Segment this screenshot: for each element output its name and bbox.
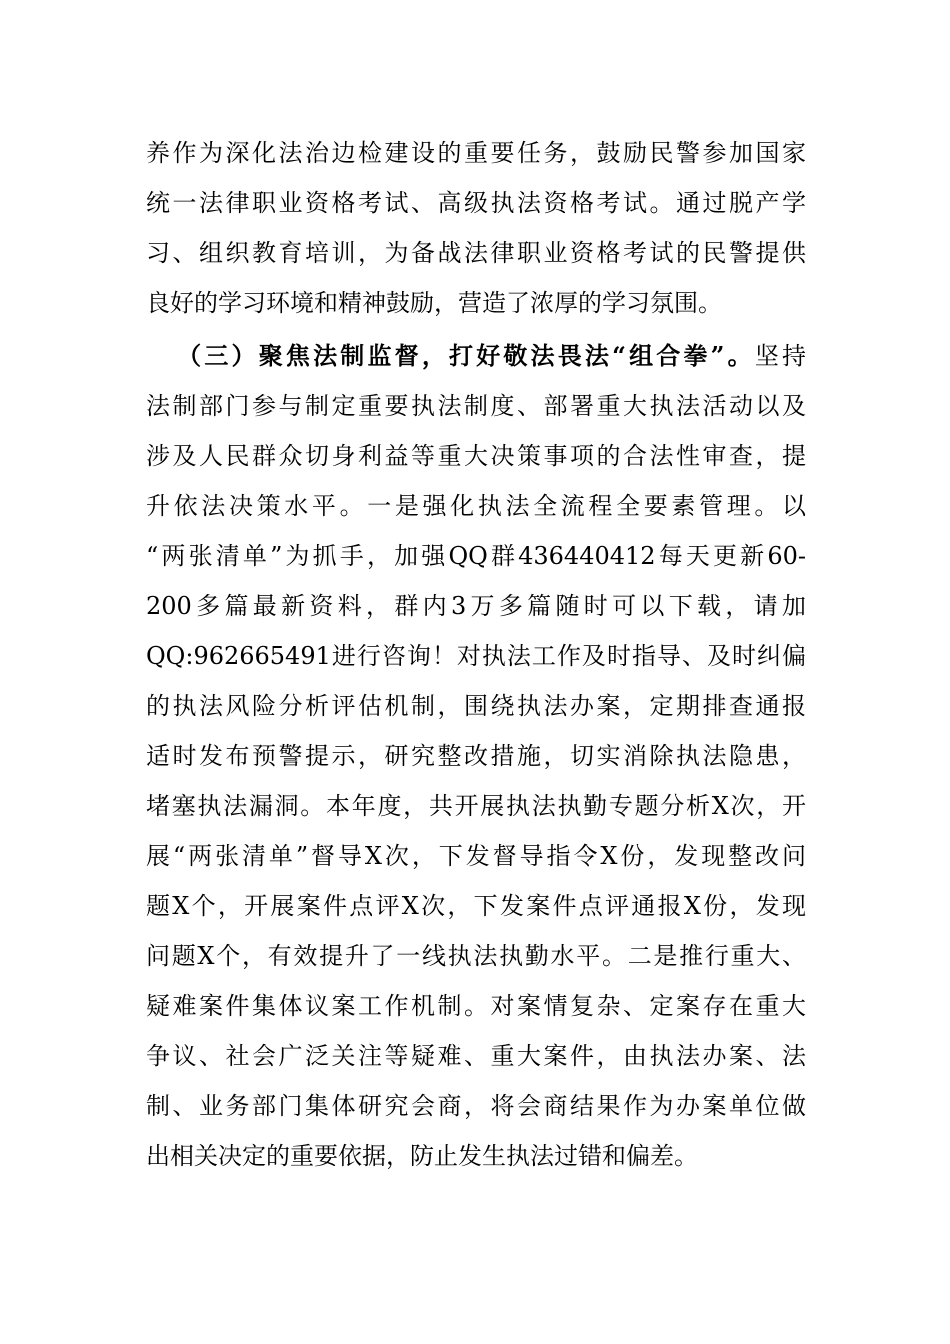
paragraph-line: 出相关决定的重要依据，防止发生执法过错和偏差。: [146, 1142, 698, 1170]
paragraph-line: 习、组织教育培训，为备战法律职业资格考试的民警提供: [146, 239, 806, 267]
paragraph-line: “两张清单”为抓手，加强QQ群436440412每天更新60-: [146, 542, 806, 570]
paragraph-line: 升依法决策水平。一是强化执法全流程全要素管理。以: [146, 492, 806, 520]
paragraph-line: 的执法风险分析评估机制，围绕执法办案，定期排查通报: [146, 692, 806, 720]
paragraph-line: 展“两张清单”督导X次，下发督导指令X份，发现整改问: [146, 842, 806, 870]
paragraph-line: 问题X个，有效提升了一线执法执勤水平。二是推行重大、: [146, 942, 806, 970]
paragraph-line: 200多篇最新资料，群内3万多篇随时可以下载，请加: [146, 592, 806, 620]
paragraph-first-line: [146, 331, 806, 381]
paragraph-line: 统一法律职业资格考试、高级执法资格考试。通过脱产学: [146, 189, 806, 217]
paragraph-text: 坚持: [754, 342, 807, 370]
paragraph-1: [146, 128, 806, 328]
paragraph-line: 良好的学习环境和精神鼓励，营造了浓厚的学习氛围。: [146, 289, 722, 317]
paragraph-line: 涉及人民群众切身利益等重大决策事项的合法性审查，提: [146, 442, 806, 470]
paragraph-line: 养作为深化法治边检建设的重要任务，鼓励民警参加国家: [146, 139, 806, 167]
paragraph-line: 题X个，开展案件点评X次，下发案件点评通报X份，发现: [146, 892, 806, 920]
paragraph-line: 疑难案件集体议案工作机制。对案情复杂、定案存在重大: [146, 992, 806, 1020]
paragraph-2: [146, 331, 806, 1181]
paragraph-line: QQ:962665491进行咨询！对执法工作及时指导、及时纠偏: [146, 642, 806, 670]
section-heading: （三）聚焦法制监督，打好敬法畏法“组合拳”。: [174, 341, 755, 370]
paragraph-line: 法制部门参与制定重要执法制度、部署重大执法活动以及: [146, 392, 806, 420]
paragraph-line: 争议、社会广泛关注等疑难、重大案件，由执法办案、法: [146, 1042, 806, 1070]
paragraph-line: 适时发布预警提示，研究整改措施，切实消除执法隐患，: [146, 742, 806, 770]
paragraph-line: 堵塞执法漏洞。本年度，共开展执法执勤专题分析X次，开: [146, 792, 806, 820]
paragraph-line: 制、业务部门集体研究会商，将会商结果作为办案单位做: [146, 1092, 806, 1120]
